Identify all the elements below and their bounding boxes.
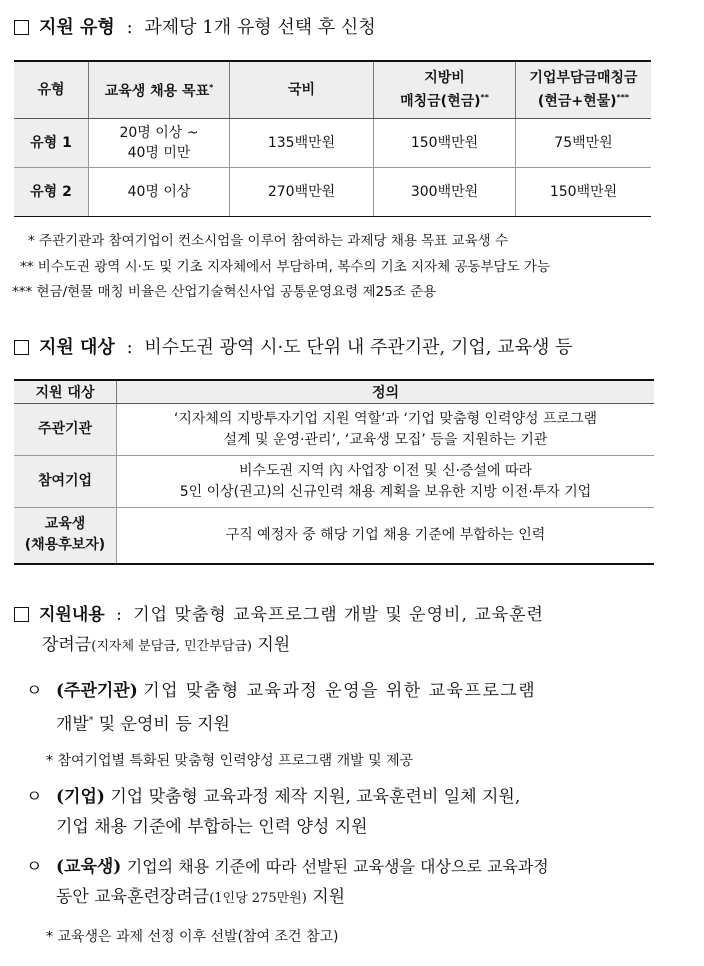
section-separator: : xyxy=(126,337,133,358)
footnote-3: *** 현금/현물 매칭 비율은 산업기술혁신사업 공통운영요령 제25조 준용 xyxy=(12,284,437,300)
note-2: * 교육생은 과제 선정 이후 선발(참여 조건 참고) xyxy=(46,929,339,945)
bullet-keyword: (교육생) xyxy=(56,857,122,877)
table-header-row xyxy=(14,61,651,119)
bullet-marker: ㅇ xyxy=(26,787,43,807)
bullet-text: 기업 맞춤형 교육과정 제작 지원, 교육훈련비 일체 지원, xyxy=(110,787,521,807)
row-label: 교육생 (채용후보자) xyxy=(14,508,117,564)
row-local: 300백만원 xyxy=(374,168,516,217)
bullet-text: 기업의 채용 기준에 따라 선발된 교육생을 대상으로 교육과정 xyxy=(126,857,549,876)
row-goal: 20명 이상 ~ 40명 미만 xyxy=(89,119,230,168)
header-local: 지방비 매칭금(현금)** xyxy=(374,61,516,119)
section-separator: : xyxy=(126,17,133,38)
row-definition: 비수도권 지역 內 사업장 이전 및 신·증설에 따라 5인 이상(권고)의 신규인력 채용 계획을 보유한 지방 이전·투자 기업 xyxy=(117,456,655,508)
row-label: 주관기관 xyxy=(14,404,117,456)
checkbox-square-icon xyxy=(14,20,29,35)
footnote-2: ** 비수도권 광역 시·도 및 기초 지자체에서 부담하며, 복수의 기초 지자체 공동부담도 가능 xyxy=(20,259,551,275)
section-title: 지원 대상 xyxy=(39,337,115,358)
row-national: 270백만원 xyxy=(230,168,374,217)
bullet-marker: ㅇ xyxy=(26,857,43,877)
header-national: 국비 xyxy=(230,61,374,119)
row-goal: 40명 이상 xyxy=(89,168,230,217)
row-definition: 구직 예정자 중 해당 기업 채용 기준에 부합하는 인력 xyxy=(117,508,655,564)
section-heading-support-type xyxy=(14,13,376,39)
row-national: 135백만원 xyxy=(230,119,374,168)
bullet-keyword: (기업) xyxy=(56,787,105,807)
row-company: 75백만원 xyxy=(516,119,652,168)
section-title: 지원내용 xyxy=(39,605,105,625)
table-row xyxy=(14,168,651,217)
section-description: 기업 맞춤형 교육프로그램 개발 및 운영비, 교육훈련 xyxy=(133,605,544,625)
header-type: 유형 xyxy=(14,61,89,119)
header-company: 기업부담금매칭금 (현금+현물)*** xyxy=(516,61,652,119)
header-target: 지원 대상 xyxy=(14,380,117,404)
row-definition: ‘지자체의 지방투자기업 지원 역할’과 ‘기업 맞춤형 인력양성 프로그램 설계 및 운영·관리’, ‘교육생 모집’ 등을 지원하는 기관 xyxy=(117,404,655,456)
checkbox-square-icon xyxy=(14,607,29,622)
table-row xyxy=(14,119,651,168)
bullet-text-line2: 기업 채용 기준에 부합하는 인력 양성 지원 xyxy=(56,817,368,837)
section-heading-support-content xyxy=(14,600,664,662)
bullet-marker: ㅇ xyxy=(26,681,43,701)
table-row xyxy=(14,508,654,564)
header-definition: 정의 xyxy=(117,380,655,404)
bullet-keyword: (주관기관) xyxy=(56,681,138,701)
note-1: * 참여기업별 특화된 맞춤형 인력양성 프로그램 개발 및 제공 xyxy=(46,753,414,769)
section-description: 비수도권 광역 시·도 단위 내 주관기관, 기업, 교육생 등 xyxy=(144,337,573,358)
row-local: 150백만원 xyxy=(374,119,516,168)
bullet-lead-agency: ㅇ (주관기관) 기업 맞춤형 교육과정 운영을 위한 교육프로그램 개발* 및 운영비 등 지원 xyxy=(26,676,666,740)
row-type: 유형 2 xyxy=(14,168,89,217)
row-type: 유형 1 xyxy=(14,119,89,168)
bullet-trainee: ㅇ (교육생) 기업의 채용 기준에 따라 선발된 교육생을 대상으로 교육과정 동안 교육훈련장려금(1인당 275만원) 지원 xyxy=(26,852,666,914)
table-row xyxy=(14,404,654,456)
support-type-table xyxy=(14,60,651,217)
bullet-text: 기업 맞춤형 교육과정 운영을 위한 교육프로그램 xyxy=(143,681,537,701)
section-separator: : xyxy=(116,605,122,625)
row-label: 참여기업 xyxy=(14,456,117,508)
section-heading-support-target xyxy=(14,333,572,359)
bullet-company xyxy=(26,782,666,842)
section-description: 과제당 1개 유형 선택 후 신청 xyxy=(144,17,376,38)
section-title: 지원 유형 xyxy=(39,17,115,38)
section-description-line2: 장려금(지자체 분담금, 민간부담금) 지원 xyxy=(42,635,291,655)
support-target-table xyxy=(14,379,654,565)
table-header-row xyxy=(14,380,654,404)
footnote-1: * 주관기관과 참여기업이 컨소시엄을 이루어 참여하는 과제당 채용 목표 교육생 수 xyxy=(28,233,509,249)
header-goal: 교육생 채용 목표* xyxy=(89,61,230,119)
table-row xyxy=(14,456,654,508)
checkbox-square-icon xyxy=(14,340,29,355)
row-company: 150백만원 xyxy=(516,168,652,217)
